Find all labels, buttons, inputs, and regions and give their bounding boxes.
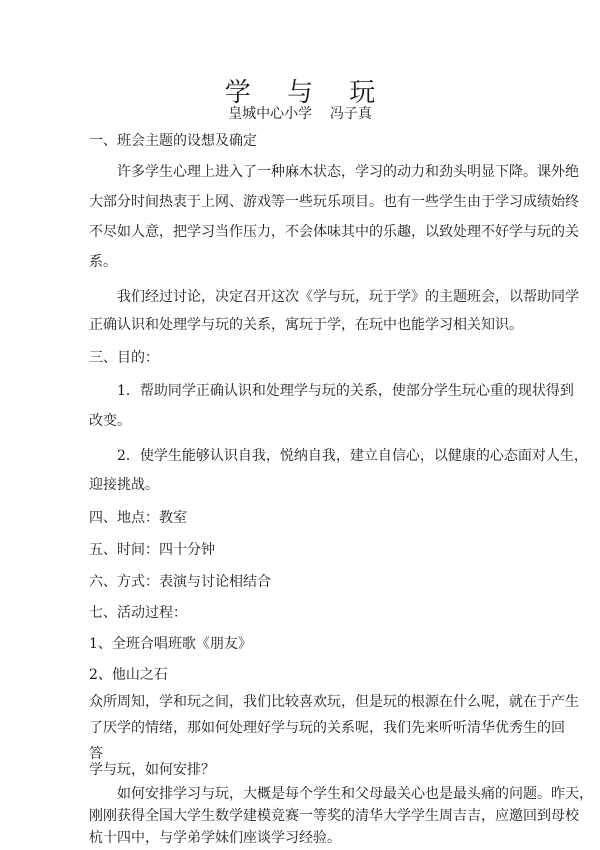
paragraph-line: 许多学生心理上进入了一种麻木状态，学习的动力和劲头明显下降。课外绝	[117, 164, 579, 180]
list-item-line: 迎接挑战。	[89, 477, 159, 493]
paragraph-line: 刚刚获得全国大学生数学建模竞赛一等奖的清华大学学生周吉吉，应邀回到母校	[89, 808, 579, 824]
paragraph-line: 不尽如人意，把学习当作压力，不会体味其中的乐趣，以致处理不好学与玩的关	[89, 224, 579, 240]
step-heading: 2、他山之石	[89, 667, 168, 683]
list-item-line: 2．使学生能够认识自我，悦纳自我，建立自信心，以健康的心态面对人生，	[117, 448, 588, 464]
section-heading: 一、班会主题的设想及确定	[89, 133, 257, 149]
paragraph-line: 了厌学的情绪，那如何处理好学与玩的关系呢，我们先来听听清华优秀生的回	[89, 720, 565, 736]
section-heading: 三、目的：	[89, 350, 159, 366]
list-item-line: 改变。	[89, 413, 131, 429]
document-title: 学 与 玩	[224, 78, 390, 108]
section-heading: 四、地点：教室	[89, 510, 187, 526]
paragraph-line: 杭十四中，与学弟学妹们座谈学习经验。	[89, 830, 341, 846]
step-heading: 1、全班合唱班歌《朋友》	[89, 636, 252, 652]
paragraph-line: 系。	[89, 254, 117, 270]
paragraph-line: 众所周知，学和玩之间，我们比较喜欢玩，但是玩的根源在什么呢，就在于产生	[89, 694, 579, 710]
paragraph-line: 大部分时间热衷于上网、游戏等一些玩乐项目。也有一些学生由于学习成绩始终	[89, 194, 579, 210]
paragraph-line: 答	[89, 746, 103, 762]
document-author: 皇城中心小学 冯子真	[228, 106, 372, 122]
paragraph-line: 正确认识和处理学与玩的关系，寓玩于学，在玩中也能学习相关知识。	[89, 317, 523, 333]
list-item-line: 1．帮助同学正确认识和处理学与玩的关系，使部分学生玩心重的现状得到	[117, 383, 574, 399]
paragraph-line: 如何安排学习与玩，大概是每个学生和父母最关心也是最头痛的问题。昨天，	[117, 786, 593, 802]
paragraph-line: 我们经过讨论，决定召开这次《学与玩，玩于学》的主题班会，以帮助同学	[117, 289, 579, 305]
section-heading: 六、方式：表演与讨论相结合	[89, 574, 271, 590]
section-heading: 七、活动过程：	[89, 605, 187, 621]
subheading: 学与玩，如何安排？	[89, 762, 215, 778]
section-heading: 五、时间：四十分钟	[89, 542, 215, 558]
